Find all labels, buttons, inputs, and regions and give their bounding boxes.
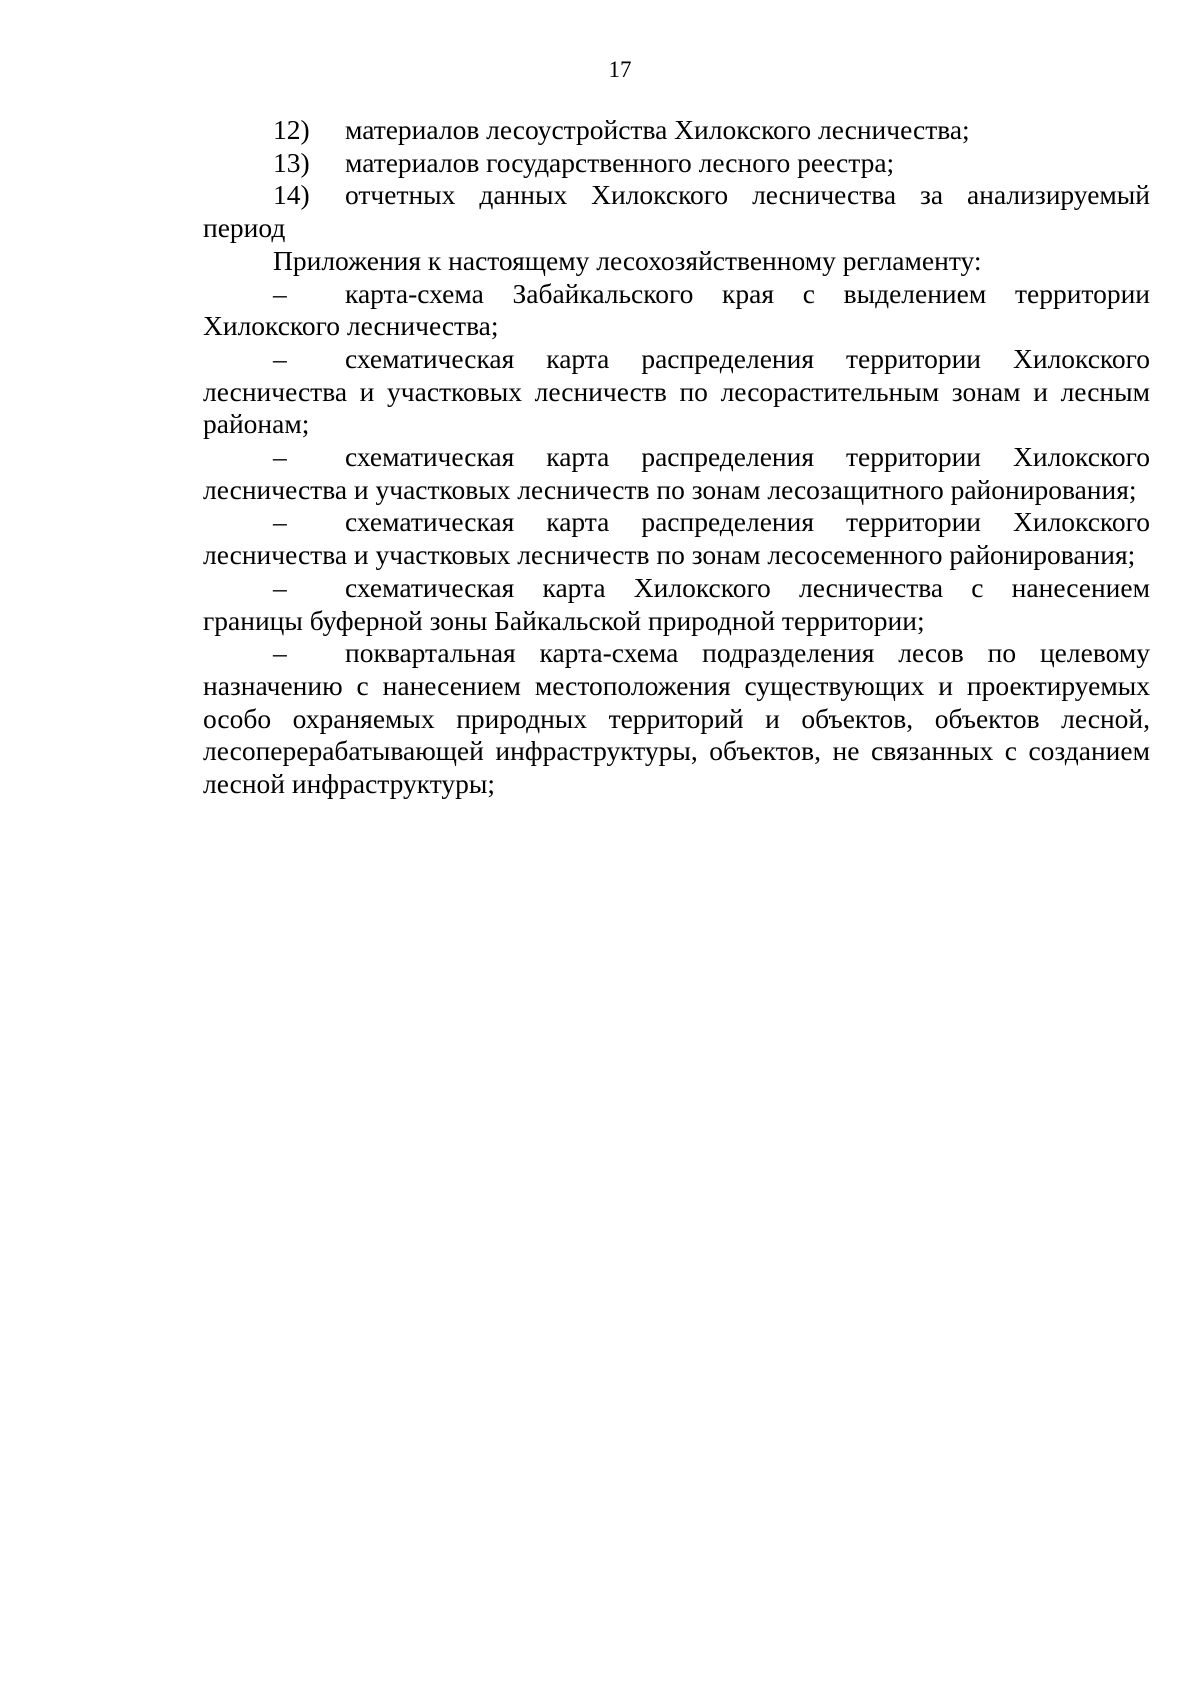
list-item: [203, 147, 1150, 180]
list-item-text: материалов лесоустройства Хилокского лесничества;: [345, 114, 970, 145]
appendix-item-text: схематическая карта Хилокского лесничества с нанесением границы буферной зоны Байкальской природной территории;: [203, 571, 1150, 636]
appendix-item-text: схематическая карта распределения территории Хилокского лесничества и участковых лесничеств по лесорастительным зонам и лесным районам;: [203, 342, 1150, 440]
page-number: 17: [608, 57, 632, 82]
list-marker: 13): [273, 146, 310, 178]
appendix-item: [203, 572, 1150, 637]
appendix-item: [203, 506, 1150, 571]
appendix-item-text: поквартальная карта-схема подразделения лесов по целевому назначению с нанесением местоположения существующих и проектируемых особо охраняемых природных территорий и объектов, объектов лесной, лесоперерабатывающей инфраструктуры, объектов, не связанных с созданием лесной инфраструктуры;: [203, 637, 1150, 800]
appendix-intro: Приложения к настоящему лесохозяйственному регламенту:: [273, 244, 982, 276]
dash-marker: –: [273, 441, 287, 473]
appendix-item: [203, 343, 1150, 441]
list-item-text: отчетных данных Хилокского лесничества за анализируемый период: [203, 179, 1150, 244]
dash-marker: –: [273, 506, 287, 538]
appendix-item-text: схематическая карта распределения территории Хилокского лесничества и участковых лесничеств по зонам лесосеменного районирования;: [203, 506, 1150, 571]
list-item: [203, 114, 1150, 147]
list-marker: 14): [273, 179, 310, 211]
list-item: [203, 179, 1150, 244]
document-body: [203, 114, 1150, 801]
appendix-item: [203, 441, 1150, 506]
dash-marker: –: [273, 342, 287, 374]
dash-marker: –: [273, 637, 287, 669]
appendix-item-text: схематическая карта распределения территории Хилокского лесничества и участковых лесничеств по зонам лесозащитного районирования;: [203, 441, 1150, 505]
appendix-item: [203, 278, 1150, 343]
list-marker: 12): [273, 114, 310, 145]
dash-marker: –: [273, 571, 287, 603]
dash-marker: –: [273, 277, 287, 309]
appendix-item: [203, 637, 1150, 801]
list-item-text: материалов государственного лесного реестра;: [345, 146, 895, 178]
appendix-item-text: карта-схема Забайкальского края с выделением территории Хилокского лесничества;: [203, 277, 1150, 342]
